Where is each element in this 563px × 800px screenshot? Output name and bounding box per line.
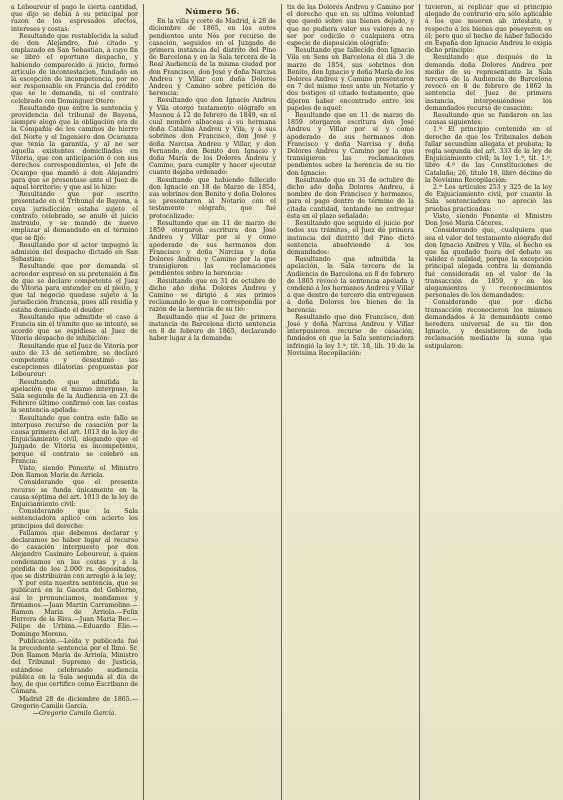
paragraph: Considerando que, cualquiera que sea el valor del testamento ológrafo del don Ignacio Andreu y Vila, el hecho es que ha quedado fuera del debate su validez ó nulidad, porque la excepción principal alegada contra la demanda fué considerada en el valor de la transacción de 1859, y en los alegamientos y reconocimientos personales de los demandados:	[425, 227, 552, 300]
paragraph: Resultando que en 11 de marzo de 1859 otorgaron escritura don José Andreu y Villar por sí y como apoderado de sus hermanos don Francisco y doña Narcisa y doña Dolores Andreu y Camino por la que transigieron las reclamaciones pendientes sobre la herencia:	[149, 219, 276, 278]
paragraph: Resultando que el Juez de Vitoria por auto de 13 de setiembre, se declaró competente y desestimó las escepciones dilatorias propuestas por Leboureur:	[11, 342, 138, 379]
paragraph: Resultando por el actor impugnó la admisión del despacho dictado en San Sebastian:	[11, 241, 138, 264]
paragraph: Resultando que don Francisco, don José y doña Narcisa Andreu y Villar interpusieron recurso de casación, fundados en que la Sala sentenciadora infringió la ley 1.ª, tít. 18, lib. 10 de la Novísima Recopilación:	[287, 313, 414, 357]
paragraph: Resultando que admitida la apelación que el mismo interpuso, la Sala segunda de la Audiencia en 23 de Febrero último confirmó con las costas la sentencia apelada:	[11, 378, 138, 415]
paragraph: Resultando que después de la demanda doña Dolores Andreu por medio de su representante la Sala tercera de la Audiencia de Barcelona revocó en 8 de febrero de 1862 la sentencia del Juez de primera instancia, interponiéndose los demandados recurso de casación:	[425, 54, 552, 112]
column-3	[281, 4, 419, 800]
paragraph: Resultando que admitida la apelación, la Sala tercera de la Audiencia de Barcelona en 8 de febrero de 1865 revocó la sentencia apelada y condenó á los hermanos Andreu y Villar á que dentro de tercero día entregasen á doña Dolores los bienes de la herencia:	[287, 256, 414, 314]
paragraph: Visto, siendo Ponente el Ministro Don Ramon Maria de Arriola.	[11, 465, 138, 480]
paragraph: Resultando que admitido el caso á Francia sin el trámite que se intentó, se acordó que se espidiese al Juez de Vitoria despacho de inhibición:	[11, 313, 138, 343]
paragraph: Resultando que contra este fallo se interpuso recurso de casación por la causa primera del art. 1013 de la ley de Enjuiciamiento civil, alegando que el Juzgado de Vitoria es incompetente, porque el contrato se celebró en Francia:	[11, 414, 138, 465]
paragraph: Resultando que entre la sentencia y providencia del tribunal de Bayona, siempre alegó que la obligación era de la Compañía de los caminos de hierro del Norte y el Ingeniero don Ocaranza que tenía la garantía, y al no ser aquella existentes domiciliadas en Vitoria, que con anticipación ó con sus derechos correspondientes, el Jefe de Ocampo que mandó á don Alejandro para que se presentase ante el Juez de aquel territorio; y que así lo hizo:	[11, 104, 138, 192]
paragraph: Resultando que habiendo fallecido don Ignacio en 18 de Marzo de 1854, sus sobrinos don Benito y doña Dolores se presentaron al Notario con el testamento ológrafo, que fué protocolizado:	[149, 176, 276, 220]
column-2	[143, 4, 281, 800]
paragraph: 1.ª El principio contenido en el derecho de que los Tribunales deben fallar secundum allegata et probata; la regla segunda del art. 333 de la ley de Enjuiciamiento civil; la ley 1.ª, tít. 1.º, libro 4.º de las Constituciones de Cataluña; 26, título 18, libro décimo de la Novísima Recopilación:	[425, 126, 552, 184]
paragraph: tuvieron, si replicar que el principio alegado de contrario era sólo aplicable á los que mueren ab intestato, y respecto á los bienes que poseyeron en él; pero que el hecho de haber fallecido en España don Ignacio Andreu le exigía dicho principio:	[425, 4, 552, 55]
paragraph: En la villa y corte de Madrid, á 28 de diciembre de 1865, en los autos pendientes ante Nos por recurso de casación, seguidos en el Juzgado de primera instancia del distrito del Pino de Barcelona y en la Sala tercera de la Real Audiencia de la misma ciudad por don Francisco, don José y doña Narcisa Andreu y Villar con doña Dolores Andreu y Camino sobre petición de herencia:	[149, 18, 276, 98]
text-columns	[6, 4, 557, 800]
paragraph: a Leboureur el pago le cierta cantidad, que dijo se debía á su principal por razon de los espresados efectos, intereses y costas:	[11, 4, 138, 33]
paragraph: Resultando que fallecido don Ignacio Vila en Sens en Barcelona el día 3 de marzo de 1854, sus sobrinos don Benito, don Ignacio y doña María de los Dolores Andreu y Camino presentaron en 7 del mismo mes ante un Notario y dos testigos el citado testamento, que dijeron haber encontrado entre los papeles de aquel:	[287, 47, 414, 112]
paragraph: Publicación.—Leída y publicada fué la precedente sentencia por el Ilmo. Sr. Don Ramon María de Arriola, Ministro del Tribunal Supremo de Justicia, estándose celebrando audiencia pública en la Sala segunda el día de hoy, de que certifico como Escribano de Cámara.	[11, 637, 138, 696]
paragraph: Resultando que se fundaron en las causas siguientes:	[425, 112, 552, 127]
column-1	[6, 4, 143, 800]
paragraph: Resultando que restablecida la salud de don Alejandro, fué citado y emplazado en San Sebastian, á cuyo fin se libró el oportuno despacho, y habiendo comparecido á juicio, formó artículo de incontestacion, fundado en la escepción de incompetencia, por no ser responsable en Francia del crédito que se le demanda, ni el contrato celebrado con Dominguez Otero:	[11, 32, 138, 105]
paragraph: Resultando que en 31 de octubre de dicho año doña Dolores Andreu, á nombre de don Francisco y hermanos, para el pago dentro de término de la citada cantidad, tentando no entregar ésta en el plazo señalado:	[287, 176, 414, 220]
paragraph: Visto, siendo Ponente el Ministro Don José María Cáceres.	[425, 212, 552, 228]
paragraph: Fallamos que debemos declarar y declaramos no haber lugar al recurso de casación interpuesto por don Alejandro Casimiro Leboureur, á quien condenamos en las costas y á la pérdida de los 2.000 rs. depositados, que se distribuirán con arreglo á la ley;	[11, 529, 138, 581]
paragraph: Resultando que don Ignacio Andreu y Vila otorgó testamento ológrafo en Masnou á 12 de febrero de 1849, en el cual nombró albaceas á su hermana doña Catalina Andreu y Vila, y á sus sobrinos don Francisco, don José y doña Narcisa Andreu y Villar, y don Fernando, don Benito don Ignacio y doña María de los Dolores Andreu y Camino, para cumplir y hacer ejecutar cuanto dejaba ordenado:	[149, 97, 276, 177]
section-heading: Número 56.	[185, 7, 240, 16]
paragraph: Madrid 28 de diciembre de 1865.—Gregorio Camilo García.	[11, 695, 138, 710]
paragraph: Resultando que seguido el juicio por todos sus trámites, el Juez de primera instancia del distrito del Pino dictó sentencia absolviendo á los demandados:	[287, 220, 414, 256]
paragraph: Y por esta nuestra sentencia, que se publicará en la Gaceta del Gobierno, así lo pronunciamos, mandamos y firmamos.—Juan Martin Carramolino.—Ramon Maria de Arriola.—Felix Herrera de la Riva.—Juan Maria Bec.—Felipe de Urbina.—Eduardo Elio.—Domingo Moreno.	[11, 580, 138, 638]
paragraph: Resultando que en 31 de octubre de dicho año doña Dolores Andreu y Camino se dirigió á sus primos reclamando lo que le correspondía por razón de la herencia de su tío:	[149, 277, 276, 314]
signature: —Gregorio Camilo García.	[32, 709, 117, 717]
paragraph: Considerando que por dicha transacción reconocieron los mismos demandados á la demandante como heredera universal de su tío don Ignacio, y desistieron de toda reclamación mediante la suma que estipularon:	[425, 299, 552, 350]
paragraph: Considerando que el presente recurso se funda únicamente en la causa séptima del art. 1013 de la ley de Enjuiciamiento civil:	[11, 479, 138, 509]
paragraph: Considerando que la Sala sentenciadora aplicó con acierto los principios del derecho:	[11, 508, 138, 530]
paragraph: tis de las Dolores Andreu y Camino por el derecho que en su ultima voluntad que quedó sobre sus bienes dejado, y que no pudiera valer sus valores á no ser por codicilo ó cualquiera otra especie de disposición ológrafa:	[287, 4, 414, 48]
paragraph: Resultando que por demanda el acreedor espresó en su pretensión á fin de que se declare competente el Juez de Vitoria para entender en el pleito, y que tal negocio quedase sujeto á la jurisdicción francesa, pues allí residía y estaba domiciliado el deudor:	[11, 263, 138, 314]
column-4	[419, 4, 557, 800]
paragraph: Resultando que en 11 de marzo de 1859 otorgaron escritura don José Andreu y Villar por sí y como apoderado de sus hermanos don Francisco y doña Narcisa y doña Dolores Andreu y Camino por la que transigieron las reclamaciones pendientes sobre la herencia de su tío don Ignacio:	[287, 112, 414, 177]
paragraph: Resultando que el Juez de primera instancia de Barcelona dictó sentencia en 8 de febrero de 1865, declarando haber lugar á la demanda:	[149, 313, 276, 343]
paragraph: 2.ª Los artículos 253 y 325 de la ley de Enjuiciamiento civil, por cuanto la Sala sentenciadora no apreció las pruebas practicadas:	[425, 184, 552, 213]
paragraph: Resultando que por escrito presentado en el Tribunal de Bayona, á cuya jurisdicción estaba sujeto el contrato celebrado, se anuló el juicio instruido, y se mandó de nuevo emplazar al demandado en el término que se fijó:	[11, 191, 138, 242]
